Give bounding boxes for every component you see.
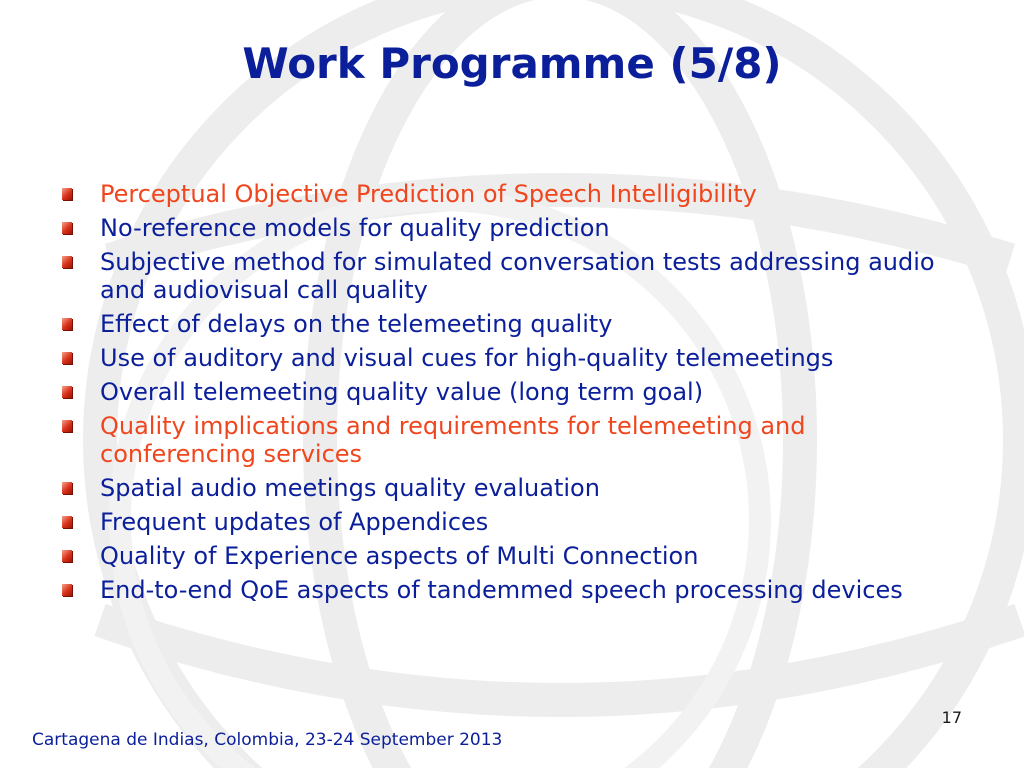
bullet-text: Subjective method for simulated conversation tests addressing audio and audiovisual call quality — [100, 248, 935, 304]
bullet-square-icon — [62, 482, 72, 494]
bullet-text: Spatial audio meetings quality evaluation — [100, 474, 600, 502]
bullet-item — [62, 542, 962, 570]
page-number: 17 — [941, 708, 962, 727]
bullet-item — [62, 576, 962, 604]
bullet-square-icon — [62, 188, 72, 200]
bullet-text: Frequent updates of Appendices — [100, 508, 489, 536]
bullet-square-icon — [62, 386, 72, 398]
bullet-text: Perceptual Objective Prediction of Speech Intelligibility — [100, 180, 757, 208]
bullet-square-icon — [62, 584, 72, 596]
slide-title: Work Programme (5/8) — [242, 39, 782, 88]
bullet-item — [62, 214, 962, 242]
bullet-item — [62, 378, 962, 406]
bullet-text: End-to-end QoE aspects of tandemmed speech processing devices — [100, 576, 903, 604]
bullet-list — [62, 180, 962, 610]
bullet-item — [62, 248, 962, 304]
footer-text: Cartagena de Indias, Colombia, 23-24 September 2013 — [32, 730, 503, 750]
bullet-item — [62, 180, 962, 208]
bullet-square-icon — [62, 420, 72, 432]
bullet-item — [62, 412, 962, 468]
bullet-item — [62, 508, 962, 536]
bullet-square-icon — [62, 516, 72, 528]
bullet-item — [62, 344, 962, 372]
bullet-text: Quality of Experience aspects of Multi Connection — [100, 542, 699, 570]
bullet-text: No-reference models for quality prediction — [100, 214, 610, 242]
bullet-square-icon — [62, 352, 72, 364]
bullet-text: Overall telemeeting quality value (long term goal) — [100, 378, 704, 406]
bullet-text: Quality implications and requirements for telemeeting and conferencing services — [100, 412, 806, 468]
bullet-square-icon — [62, 256, 72, 268]
bullet-item — [62, 474, 962, 502]
bullet-square-icon — [62, 550, 72, 562]
bullet-item — [62, 310, 962, 338]
bullet-square-icon — [62, 222, 72, 234]
bullet-text: Use of auditory and visual cues for high-quality telemeetings — [100, 344, 834, 372]
bullet-text: Effect of delays on the telemeeting quality — [100, 310, 613, 338]
bullet-square-icon — [62, 318, 72, 330]
